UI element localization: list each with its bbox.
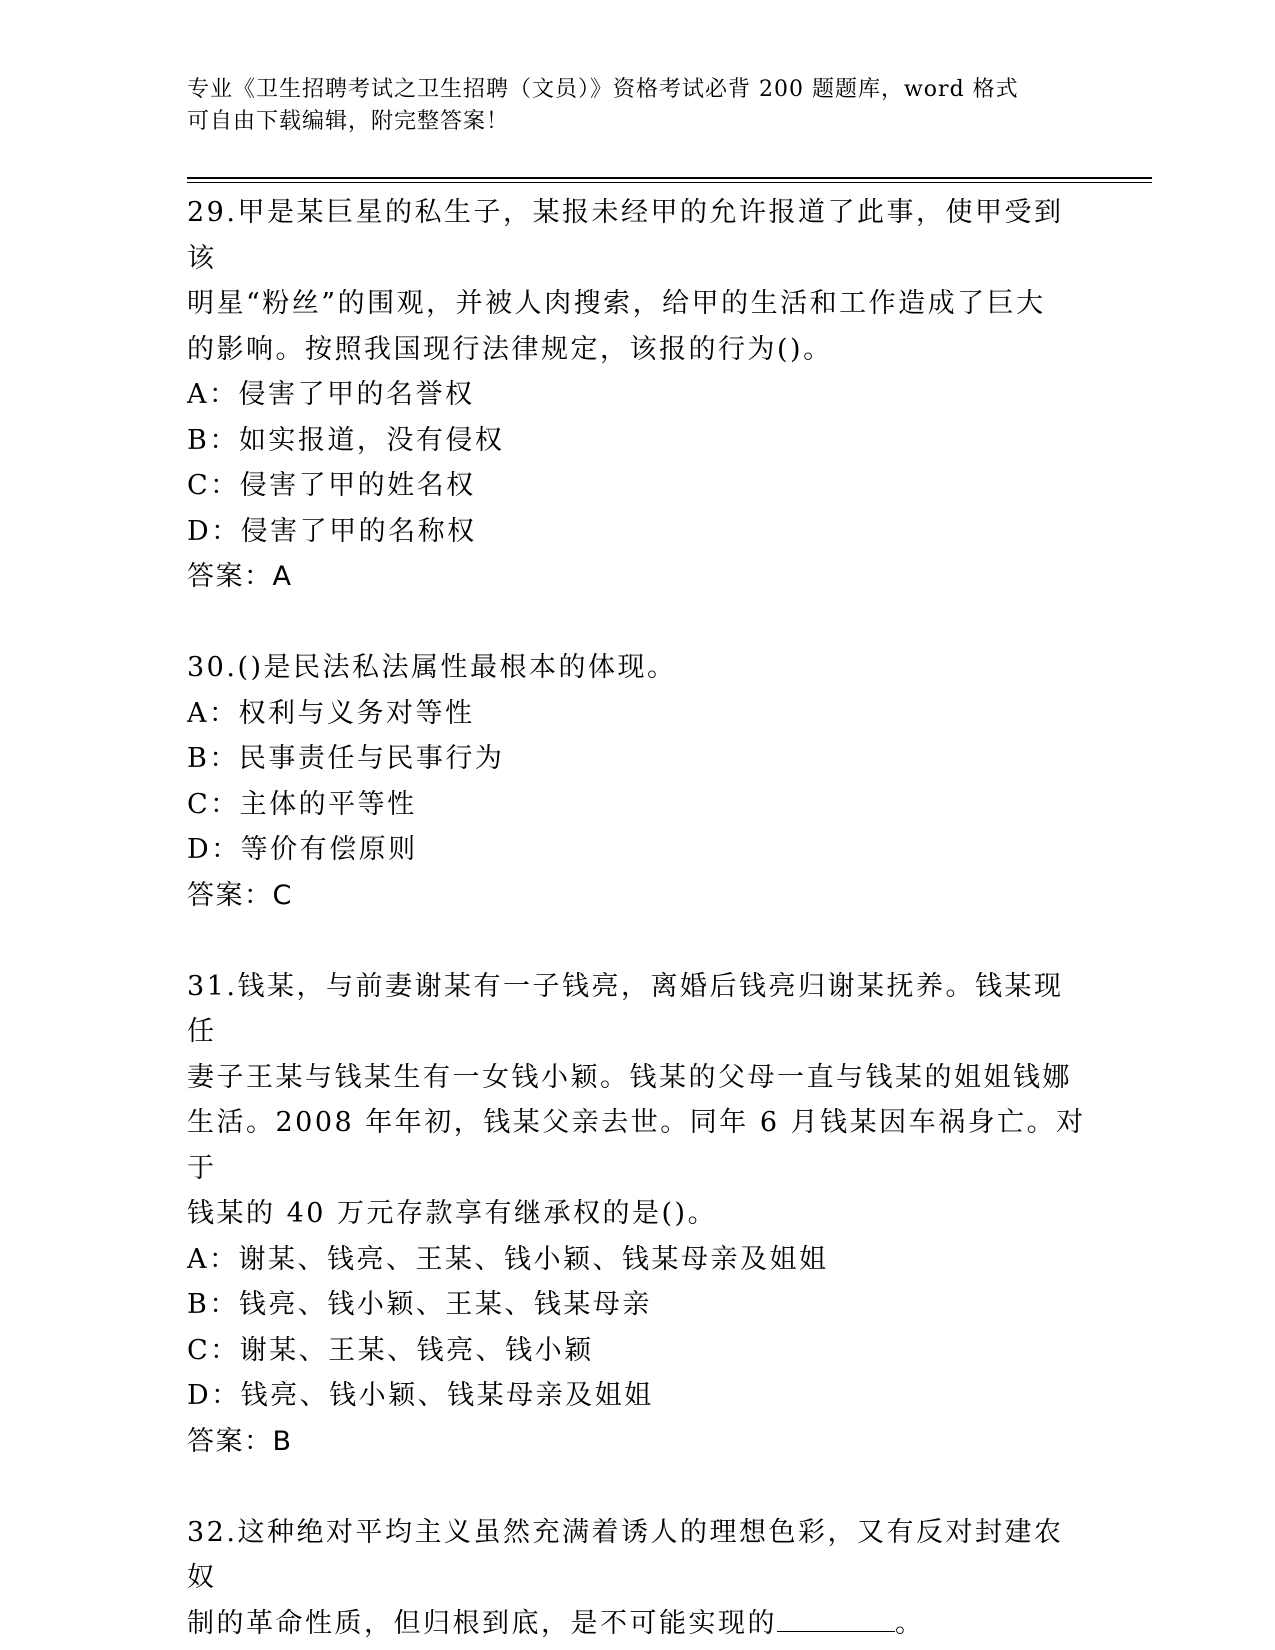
document-header xyxy=(187,74,1067,138)
question-29 xyxy=(187,190,1087,600)
question-stem-line: 妻子王某与钱某生有一女钱小颖。钱某的父母一直与钱某的姐姐钱娜 xyxy=(187,1061,1072,1093)
answer-label: 答案：C xyxy=(187,879,293,911)
option-b: B：钱亮、钱小颖、王某、钱某母亲 xyxy=(187,1289,652,1320)
answer-label: 答案：B xyxy=(187,1425,293,1457)
question-30 xyxy=(187,645,1087,918)
question-stem-line: 32.这种绝对平均主义虽然充满着诱人的理想色彩，又有反对封建农奴 xyxy=(187,1516,1064,1593)
header-line-2: 可自由下载编辑，附完整答案！ xyxy=(187,109,510,134)
question-stem-line: 生活。2008 年年初，钱某父亲去世。同年 6 月钱某因车祸身亡。对于 xyxy=(187,1107,1086,1184)
question-stem-line: 30.()是民法私法属性最根本的体现。 xyxy=(187,652,677,683)
option-c: C：侵害了甲的姓名权 xyxy=(187,470,476,501)
option-b: B：如实报道，没有侵权 xyxy=(187,424,505,456)
option-c: C：谢某、王某、钱亮、钱小颖 xyxy=(187,1334,594,1366)
question-stem-text: 制的革命性质，但归根到底，是不可能实现的 xyxy=(187,1607,777,1639)
question-stem-line: 29.甲是某巨星的私生子，某报未经甲的允许报道了此事，使甲受到该 xyxy=(187,197,1064,274)
question-spacer xyxy=(187,1464,1087,1510)
option-d: D：等价有偿原则 xyxy=(187,834,418,865)
header-divider-thin xyxy=(187,182,1152,183)
question-list xyxy=(187,190,1087,1646)
question-stem-line: 的影响。按照我国现行法律规定，该报的行为()。 xyxy=(187,333,833,365)
question-stem-line: 31.钱某，与前妻谢某有一子钱亮，离婚后钱亮归谢某抚养。钱某现任 xyxy=(187,970,1064,1047)
option-a: A：权利与义务对等性 xyxy=(187,697,475,729)
option-d: D：侵害了甲的名称权 xyxy=(187,515,477,547)
answer-label: 答案：A xyxy=(187,561,293,592)
question-stem-line-last xyxy=(187,1601,1087,1647)
header-line-1: 专业《卫生招聘考试之卫生招聘（文员）》资格考试必背 200 题题库，word 格式 xyxy=(187,77,1019,102)
question-spacer xyxy=(187,918,1087,964)
fill-in-blank xyxy=(777,1605,895,1632)
option-a: A：谢某、钱亮、王某、钱小颖、钱某母亲及姐姐 xyxy=(187,1243,829,1275)
question-stem-end: 。 xyxy=(895,1607,925,1639)
question-stem-line: 明星“粉丝”的围观，并被人肉搜索，给甲的生活和工作造成了巨大 xyxy=(187,288,1046,319)
question-32 xyxy=(187,1510,1087,1647)
option-d: D：钱亮、钱小颖、钱某母亲及姐姐 xyxy=(187,1380,654,1411)
question-spacer xyxy=(187,600,1087,646)
question-stem-line: 钱某的 40 万元存款享有继承权的是()。 xyxy=(187,1198,718,1229)
option-b: B：民事责任与民事行为 xyxy=(187,743,505,774)
header-divider-thick xyxy=(187,177,1152,179)
option-a: A：侵害了甲的名誉权 xyxy=(187,379,475,410)
option-c: C：主体的平等性 xyxy=(187,788,417,820)
question-31 xyxy=(187,964,1087,1465)
